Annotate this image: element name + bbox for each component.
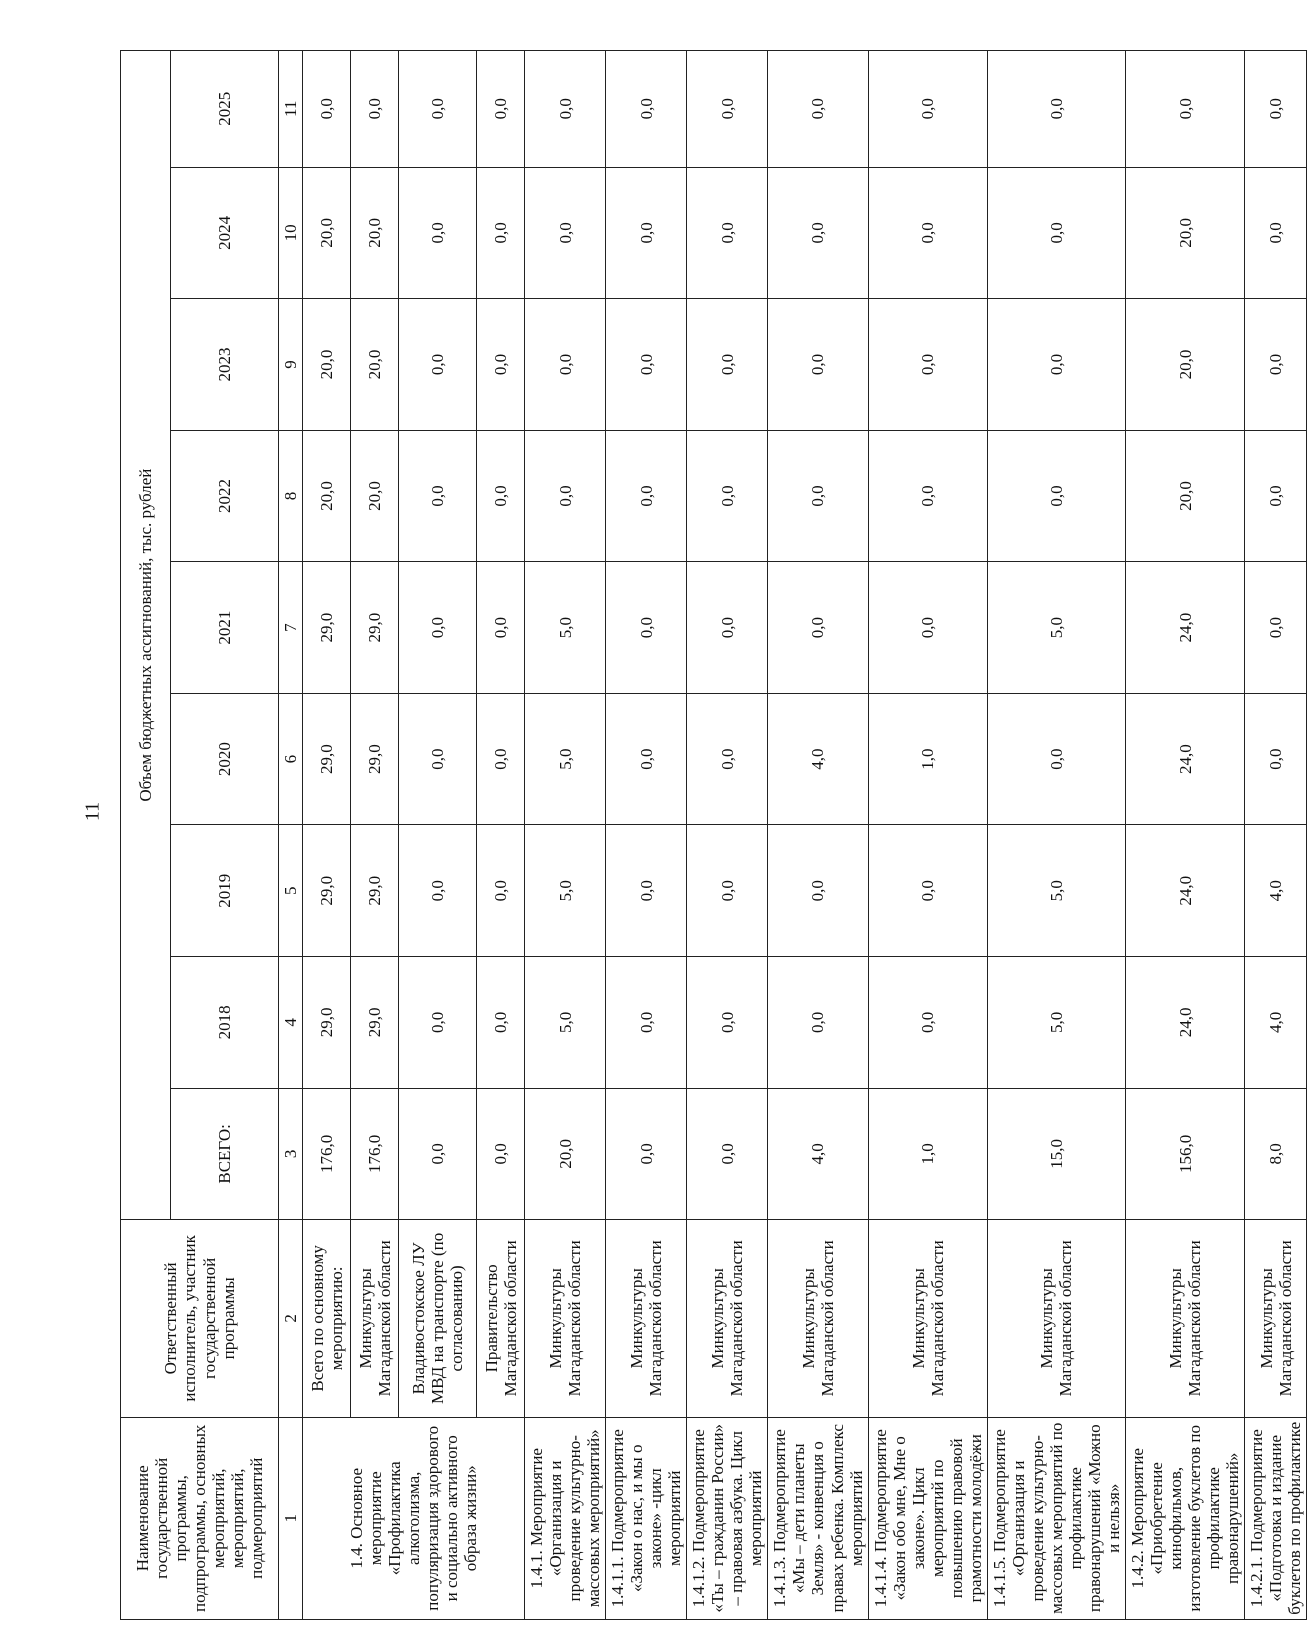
column-number: 9 — [279, 299, 303, 431]
value-cell: 0,0 — [768, 562, 868, 694]
value-cell: 29,0 — [303, 957, 351, 1089]
value-cell: 0,0 — [687, 562, 768, 694]
value-cell: 156,0 — [1125, 1088, 1244, 1220]
executor-cell: Правительство Магаданской области — [477, 1220, 525, 1417]
value-cell: 0,0 — [399, 430, 477, 562]
value-cell: 20,0 — [351, 167, 399, 299]
value-cell: 0,0 — [477, 1088, 525, 1220]
event-name-cell: 1.4.1.4. Подмероприятие «Закон обо мне, Мне о законе». Цикл мероприятий по повышению правовой грамотности молодёжи — [868, 1417, 987, 1619]
budget-table — [120, 50, 1307, 1620]
table-row — [606, 51, 687, 1620]
table-row — [525, 51, 606, 1620]
header-year: 2020 — [171, 693, 279, 825]
value-cell: 29,0 — [351, 693, 399, 825]
value-cell: 29,0 — [303, 693, 351, 825]
value-cell: 0,0 — [687, 1088, 768, 1220]
value-cell: 0,0 — [399, 957, 477, 1089]
value-cell: 24,0 — [1125, 693, 1244, 825]
value-cell: 0,0 — [399, 51, 477, 168]
value-cell: 0,0 — [987, 693, 1125, 825]
value-cell: 0,0 — [687, 51, 768, 168]
value-cell: 0,0 — [606, 430, 687, 562]
value-cell: 0,0 — [1245, 562, 1307, 694]
column-number: 6 — [279, 693, 303, 825]
value-cell: 0,0 — [606, 299, 687, 431]
executor-cell: Минкультуры Магаданской области — [1245, 1220, 1307, 1417]
value-cell: 0,0 — [525, 430, 606, 562]
header-executor: Ответственный исполнитель, участник государственной программы — [121, 1220, 279, 1417]
value-cell: 0,0 — [606, 693, 687, 825]
value-cell: 0,0 — [768, 825, 868, 957]
column-number: 10 — [279, 167, 303, 299]
value-cell: 0,0 — [606, 1088, 687, 1220]
table-row — [477, 51, 525, 1620]
page-number: 11 — [81, 801, 104, 822]
value-cell: 20,0 — [351, 430, 399, 562]
value-cell: 24,0 — [1125, 957, 1244, 1089]
table-row — [1125, 51, 1244, 1620]
value-cell: 0,0 — [1125, 51, 1244, 168]
event-name-cell: 1.4.1.3. Подмероприятие «Мы – дети планеты Земля» - конвенция о правах ребенка. Комплекс мероприятий — [768, 1417, 868, 1619]
column-number: 11 — [279, 51, 303, 168]
table-row — [399, 51, 477, 1620]
column-number: 4 — [279, 957, 303, 1089]
value-cell: 29,0 — [303, 825, 351, 957]
value-cell: 20,0 — [303, 167, 351, 299]
value-cell: 0,0 — [768, 299, 868, 431]
value-cell: 0,0 — [477, 167, 525, 299]
value-cell: 5,0 — [987, 957, 1125, 1089]
event-name-cell: 1.4.2. Мероприятие «Приобретение кинофильмов, изготовление буклетов по профилактике правонарушений» — [1125, 1417, 1244, 1619]
executor-cell: Минкультуры Магаданской области — [868, 1220, 987, 1417]
value-cell: 29,0 — [351, 825, 399, 957]
value-cell: 20,0 — [351, 299, 399, 431]
value-cell: 1,0 — [868, 1088, 987, 1220]
value-cell: 0,0 — [768, 430, 868, 562]
value-cell: 5,0 — [525, 562, 606, 694]
event-name-cell: 1.4.1.5. Подмероприятие «Организация и проведение культурно-массовых мероприятий по профилактике правонарушений «Можно и нельзя» — [987, 1417, 1125, 1619]
value-cell: 0,0 — [868, 562, 987, 694]
value-cell: 5,0 — [525, 825, 606, 957]
value-cell: 0,0 — [606, 167, 687, 299]
table-row — [303, 51, 351, 1620]
value-cell: 0,0 — [868, 51, 987, 168]
header-total: ВСЕГО: — [171, 1088, 279, 1220]
value-cell: 0,0 — [987, 167, 1125, 299]
value-cell: 0,0 — [768, 167, 868, 299]
event-name-cell: 1.4.1. Мероприятие «Организация и проведение культурно-массовых мероприятий» — [525, 1417, 606, 1619]
table-row — [987, 51, 1125, 1620]
value-cell: 0,0 — [477, 430, 525, 562]
header-year: 2019 — [171, 825, 279, 957]
value-cell: 0,0 — [987, 51, 1125, 168]
value-cell: 0,0 — [868, 167, 987, 299]
header-year: 2021 — [171, 562, 279, 694]
value-cell: 15,0 — [987, 1088, 1125, 1220]
value-cell: 4,0 — [768, 693, 868, 825]
value-cell: 4,0 — [1245, 957, 1307, 1089]
table-row — [768, 51, 868, 1620]
value-cell: 0,0 — [1245, 693, 1307, 825]
value-cell: 0,0 — [868, 299, 987, 431]
rotated-table-canvas — [120, 50, 1305, 1620]
value-cell: 0,0 — [399, 167, 477, 299]
value-cell: 0,0 — [399, 693, 477, 825]
value-cell: 0,0 — [351, 51, 399, 168]
executor-cell: Минкультуры Магаданской области — [1125, 1220, 1244, 1417]
value-cell: 29,0 — [351, 562, 399, 694]
header-budget-title: Объем бюджетных ассигнований, тыс. рублей — [121, 51, 171, 1220]
value-cell: 0,0 — [687, 693, 768, 825]
value-cell: 20,0 — [303, 430, 351, 562]
value-cell: 0,0 — [477, 299, 525, 431]
value-cell: 0,0 — [477, 562, 525, 694]
value-cell: 0,0 — [1245, 51, 1307, 168]
value-cell: 29,0 — [351, 957, 399, 1089]
value-cell: 0,0 — [687, 167, 768, 299]
header-year: 2023 — [171, 299, 279, 431]
value-cell: 0,0 — [687, 957, 768, 1089]
value-cell: 0,0 — [399, 299, 477, 431]
value-cell: 8,0 — [1245, 1088, 1307, 1220]
value-cell: 0,0 — [1245, 167, 1307, 299]
value-cell: 176,0 — [351, 1088, 399, 1220]
event-name-cell: 1.4.1.2. Подмероприятие «Ты – гражданин России» – правовая азбука. Цикл мероприятий — [687, 1417, 768, 1619]
value-cell: 0,0 — [868, 825, 987, 957]
executor-cell: Минкультуры Магаданской области — [687, 1220, 768, 1417]
value-cell: 0,0 — [477, 693, 525, 825]
column-number: 2 — [279, 1220, 303, 1417]
value-cell: 0,0 — [1245, 430, 1307, 562]
value-cell: 0,0 — [477, 825, 525, 957]
value-cell: 0,0 — [606, 562, 687, 694]
executor-cell: Минкультуры Магаданской области — [987, 1220, 1125, 1417]
value-cell: 0,0 — [868, 430, 987, 562]
table-row — [351, 51, 399, 1620]
value-cell: 0,0 — [477, 957, 525, 1089]
value-cell: 24,0 — [1125, 825, 1244, 957]
value-cell: 5,0 — [987, 562, 1125, 694]
executor-cell: Минкультуры Магаданской области — [351, 1220, 399, 1417]
value-cell: 0,0 — [987, 299, 1125, 431]
value-cell: 0,0 — [768, 957, 868, 1089]
value-cell: 20,0 — [1125, 430, 1244, 562]
column-number: 8 — [279, 430, 303, 562]
executor-cell: Минкультуры Магаданской области — [606, 1220, 687, 1417]
value-cell: 0,0 — [399, 825, 477, 957]
value-cell: 29,0 — [303, 562, 351, 694]
column-number: 5 — [279, 825, 303, 957]
value-cell: 0,0 — [987, 430, 1125, 562]
executor-cell: Минкультуры Магаданской области — [768, 1220, 868, 1417]
column-number: 7 — [279, 562, 303, 694]
table-row — [868, 51, 987, 1620]
value-cell: 0,0 — [525, 51, 606, 168]
executor-cell: Минкультуры Магаданской области — [525, 1220, 606, 1417]
table-row — [1245, 51, 1307, 1620]
value-cell: 20,0 — [1125, 299, 1244, 431]
executor-cell: Всего по основному мероприятию: — [303, 1220, 351, 1417]
event-name-cell: 1.4.2.1. Подмероприятие «Подготовка и издание буклетов по профилактике — [1245, 1417, 1307, 1619]
column-number: 3 — [279, 1088, 303, 1220]
value-cell: 0,0 — [687, 299, 768, 431]
value-cell: 20,0 — [525, 1088, 606, 1220]
value-cell: 0,0 — [303, 51, 351, 168]
value-cell: 0,0 — [868, 957, 987, 1089]
value-cell: 0,0 — [399, 562, 477, 694]
value-cell: 0,0 — [606, 957, 687, 1089]
value-cell: 0,0 — [687, 825, 768, 957]
value-cell: 20,0 — [303, 299, 351, 431]
value-cell: 0,0 — [525, 299, 606, 431]
value-cell: 20,0 — [1125, 167, 1244, 299]
value-cell: 176,0 — [303, 1088, 351, 1220]
value-cell: 0,0 — [768, 51, 868, 168]
value-cell: 0,0 — [477, 51, 525, 168]
main-event-name: 1.4. Основное мероприятие «Профилактика алкоголизма, популяризация здорового и социально активного образа жизни» — [303, 1417, 525, 1619]
column-number: 1 — [279, 1417, 303, 1619]
header-year: 2018 — [171, 957, 279, 1089]
value-cell: 5,0 — [525, 957, 606, 1089]
value-cell: 4,0 — [768, 1088, 868, 1220]
header-year: 2024 — [171, 167, 279, 299]
value-cell: 0,0 — [606, 825, 687, 957]
value-cell: 0,0 — [1245, 299, 1307, 431]
value-cell: 5,0 — [987, 825, 1125, 957]
value-cell: 1,0 — [868, 693, 987, 825]
header-year: 2022 — [171, 430, 279, 562]
value-cell: 24,0 — [1125, 562, 1244, 694]
executor-cell: Владивостокское ЛУ МВД на транспорте (по согласованию) — [399, 1220, 477, 1417]
value-cell: 5,0 — [525, 693, 606, 825]
value-cell: 0,0 — [606, 51, 687, 168]
header-program-name: Наименование государственной программы, подпрограммы, основных мероприятий, мероприятий, подмероприятий — [121, 1417, 279, 1619]
value-cell: 0,0 — [687, 430, 768, 562]
value-cell: 4,0 — [1245, 825, 1307, 957]
value-cell: 0,0 — [399, 1088, 477, 1220]
header-year: 2025 — [171, 51, 279, 168]
value-cell: 0,0 — [525, 167, 606, 299]
event-name-cell: 1.4.1.1. Подмероприятие «Закон о нас, и мы о законе» -цикл мероприятий — [606, 1417, 687, 1619]
table-row — [687, 51, 768, 1620]
